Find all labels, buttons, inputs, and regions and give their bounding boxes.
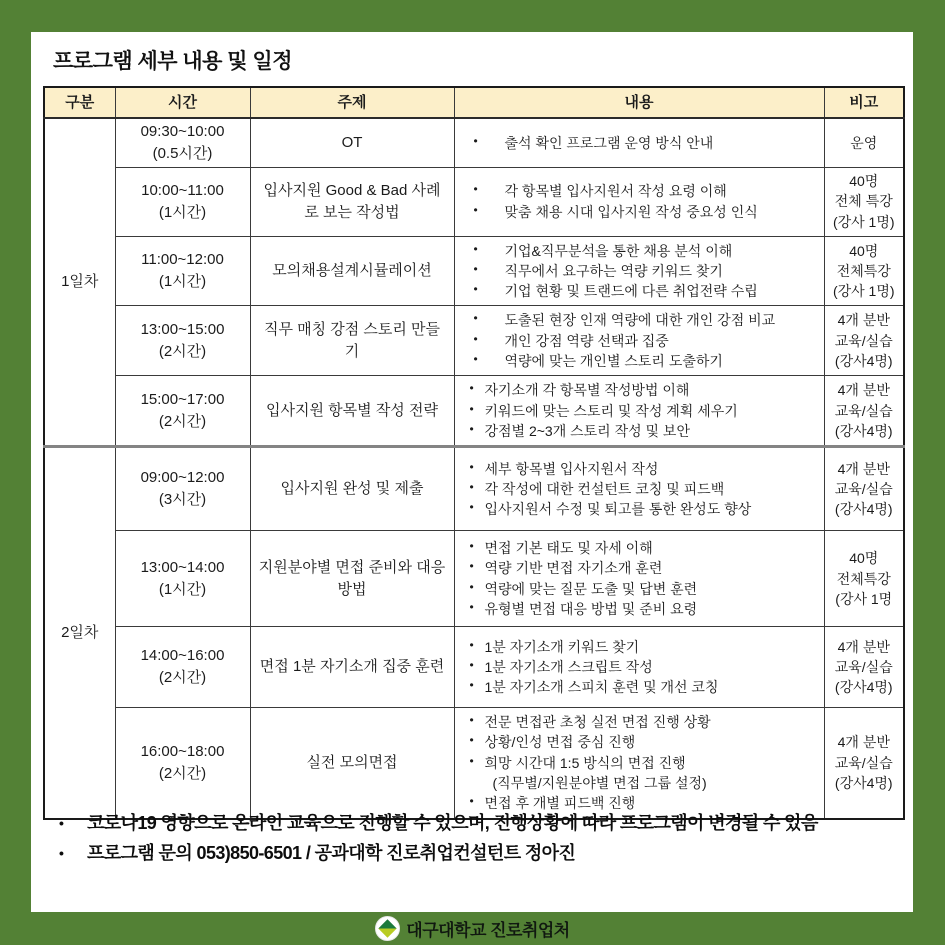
note-line: 40명: [849, 173, 879, 190]
table-row: [44, 627, 904, 708]
time-duration: (1시간): [158, 580, 207, 598]
note-line: 교육/실습: [834, 332, 893, 349]
time-duration: (3시간): [158, 491, 207, 509]
time-cell: [115, 447, 250, 531]
time-range: 13:00~15:00: [140, 321, 225, 339]
content-cell: [454, 531, 824, 627]
time-range: 09:30~10:00: [140, 123, 225, 140]
note-line: (강사4명): [834, 422, 893, 439]
note-line: 교육/실습: [834, 402, 893, 419]
note-line: 교육/실습: [834, 659, 893, 676]
content-bullet: • 세부 항목별 입사지원서 작성: [459, 459, 820, 479]
schedule-table: [43, 86, 905, 820]
content-cell: [454, 447, 824, 531]
time-range: 10:00~11:00: [141, 181, 224, 199]
content-bullet: • 역량 기반 면접 자기소개 훈련: [459, 558, 820, 578]
content-bullet: • 면접 후 개별 피드백 진행: [459, 793, 820, 813]
time-duration: (2시간): [158, 764, 207, 782]
day-group-label-day1: 1일차: [44, 118, 115, 447]
time-cell: [115, 708, 250, 819]
time-range: 16:00~18:00: [140, 743, 225, 761]
footnote-contact: • 프로그램 문의 053)850-6501 / 공과대학 진로취업컨설턴트 정아진: [51, 838, 896, 868]
header-category: 구분: [44, 87, 115, 118]
table-row: [44, 167, 904, 236]
time-duration: (1시간): [158, 272, 207, 290]
content-bullet: • 맞춤 채용 시대 입사지원 작성 중요성 인식: [459, 202, 820, 222]
content-bullet: • 상황/인성 면접 중심 진행: [459, 732, 820, 752]
note-cell: [824, 531, 904, 627]
content-page: [31, 32, 913, 912]
topic-cell: 직무 매칭 강점 스토리 만들기: [250, 306, 454, 376]
note-line: 4개 분반: [837, 312, 890, 329]
time-cell: [115, 236, 250, 306]
content-bullet: • 각 항목별 입사지원서 작성 요령 이해: [459, 181, 820, 201]
footnote-covid: • 코로나19 영향으로 온라인 교육으로 진행할 수 있으며, 진행상황에 따라 프로그램이 변경될 수 있음: [51, 808, 896, 838]
day-group-label-day2: 2일차: [44, 447, 115, 819]
time-range: 15:00~17:00: [140, 390, 225, 408]
topic-cell: 실전 모의면접: [250, 708, 454, 819]
footer-logo-text: 대구대학교 진로취업처: [406, 920, 570, 940]
time-duration: (2시간): [158, 412, 207, 430]
note-cell: [824, 627, 904, 708]
note-line: (강사 1명): [832, 213, 895, 230]
content-bullet: • 기업&직무분석을 통한 채용 분석 이해: [459, 241, 820, 261]
content-bullet: • 강점별 2~3개 스토리 작성 및 보안: [459, 421, 820, 441]
content-cell: [454, 118, 824, 167]
content-bullet: • 유형별 면접 대응 방법 및 준비 요령: [459, 599, 820, 619]
content-cell: [454, 376, 824, 447]
university-emblem-icon: [375, 916, 400, 941]
note-line: 4개 분반: [837, 638, 890, 655]
time-cell: [115, 118, 250, 167]
note-cell: [824, 708, 904, 819]
header-note: 비고: [824, 87, 904, 118]
note-line: (강사 1명: [835, 590, 893, 607]
note-cell: [824, 376, 904, 447]
note-line: 전체특강: [836, 570, 891, 587]
note-line: (강사 1명): [832, 283, 895, 300]
content-bullet: • 1분 자기소개 키워드 찾기: [459, 637, 820, 657]
content-cell: [454, 306, 824, 376]
topic-cell: 면접 1분 자기소개 집중 훈련: [250, 627, 454, 708]
table-row: [44, 708, 904, 819]
content-bullet: • 도출된 현장 인재 역량에 대한 개인 강점 비교: [459, 310, 820, 330]
topic-cell: OT: [250, 118, 454, 167]
content-bullet-continuation: (직무별/지원분야별 면접 그룹 설정): [492, 775, 707, 792]
topic-cell: 입사지원 항목별 작성 전략: [250, 376, 454, 447]
time-duration: (0.5시간): [152, 144, 213, 162]
page-title: 프로그램 세부 내용 및 일정: [53, 50, 292, 73]
content-cell: [454, 236, 824, 306]
content-cell: [454, 627, 824, 708]
time-duration: (2시간): [158, 342, 207, 360]
content-bullet: • 희망 시간대 1:5 방식의 면접 진행: [459, 753, 820, 773]
note-line: 40명: [849, 242, 879, 259]
topic-cell: 입사지원 Good & Bad 사례로 보는 작성법: [250, 167, 454, 236]
content-bullet: • 전문 면접관 초청 실전 면접 진행 상황: [459, 712, 820, 732]
table-row: [44, 376, 904, 447]
content-bullet: • 면접 기본 태도 및 자세 이해: [459, 538, 820, 558]
table-row: [44, 236, 904, 306]
note-line: 전체 특강: [834, 193, 893, 210]
note-line: (강사4명): [834, 501, 893, 518]
note-line: (강사4명): [834, 352, 893, 369]
table-row: [44, 447, 904, 531]
note-line: 4개 분반: [837, 382, 890, 399]
time-cell: [115, 306, 250, 376]
content-cell: [454, 167, 824, 236]
note-line: 전체특강: [836, 262, 891, 279]
table-row: [44, 531, 904, 627]
time-cell: [115, 376, 250, 447]
note-line: (강사4명): [834, 679, 893, 696]
content-bullet: • 출석 확인 프로그램 운영 방식 안내: [459, 133, 820, 153]
note-line: 운영: [850, 134, 878, 151]
content-bullet: • 직무에서 요구하는 역량 키워드 찾기: [459, 261, 820, 281]
time-cell: [115, 167, 250, 236]
footnotes: [51, 808, 896, 868]
content-bullet: • 1분 자기소개 스피치 훈련 및 개선 코칭: [459, 677, 820, 697]
emblem-diamond-icon: [379, 919, 397, 937]
note-line: (강사4명): [834, 775, 893, 792]
note-cell: [824, 118, 904, 167]
table-row: [44, 118, 904, 167]
time-cell: [115, 531, 250, 627]
time-range: 09:00~12:00: [140, 469, 225, 487]
content-bullet: • 1분 자기소개 스크립트 작성: [459, 657, 820, 677]
note-cell: [824, 306, 904, 376]
time-duration: (1시간): [158, 203, 207, 221]
header-time: 시간: [115, 87, 250, 118]
content-bullet: • 각 작성에 대한 컨설턴트 코칭 및 피드백: [459, 479, 820, 499]
note-line: 교육/실습: [834, 754, 893, 771]
note-cell: [824, 236, 904, 306]
topic-cell: 지원분야별 면접 준비와 대응 방법: [250, 531, 454, 627]
table-row: [44, 306, 904, 376]
note-cell: [824, 447, 904, 531]
header-content: 내용: [454, 87, 824, 118]
time-cell: [115, 627, 250, 708]
note-line: 40명: [849, 550, 879, 567]
time-range: 11:00~12:00: [141, 251, 224, 269]
content-bullet: • 개인 강점 역량 선택과 집중: [459, 331, 820, 351]
topic-cell: 입사지원 완성 및 제출: [250, 447, 454, 531]
time-duration: (2시간): [158, 669, 207, 687]
content-bullet: • 역량에 맞는 개인별 스토리 도출하기: [459, 351, 820, 371]
time-range: 14:00~16:00: [140, 647, 225, 665]
content-bullet: • 기업 현황 및 트랜드에 다른 취업전략 수립: [459, 281, 820, 301]
content-bullet: • 키워드에 맞는 스토리 및 작성 계획 세우기: [459, 401, 820, 421]
note-line: 교육/실습: [834, 481, 893, 498]
content-cell: [454, 708, 824, 819]
content-bullet: • 자기소개 각 항목별 작성방법 이해: [459, 380, 820, 400]
content-bullet: • 입사지원서 수정 및 퇴고를 통한 완성도 향상: [459, 499, 820, 519]
topic-cell: 모의채용설계시뮬레이션: [250, 236, 454, 306]
footer-logo: [0, 913, 945, 943]
note-line: 4개 분반: [837, 460, 890, 477]
header-topic: 주제: [250, 87, 454, 118]
time-range: 13:00~14:00: [140, 558, 225, 576]
content-bullet: • 역량에 맞는 질문 도출 및 답변 훈련: [459, 579, 820, 599]
note-cell: [824, 167, 904, 236]
note-line: 4개 분반: [837, 734, 890, 751]
table-header-row: [44, 87, 904, 118]
